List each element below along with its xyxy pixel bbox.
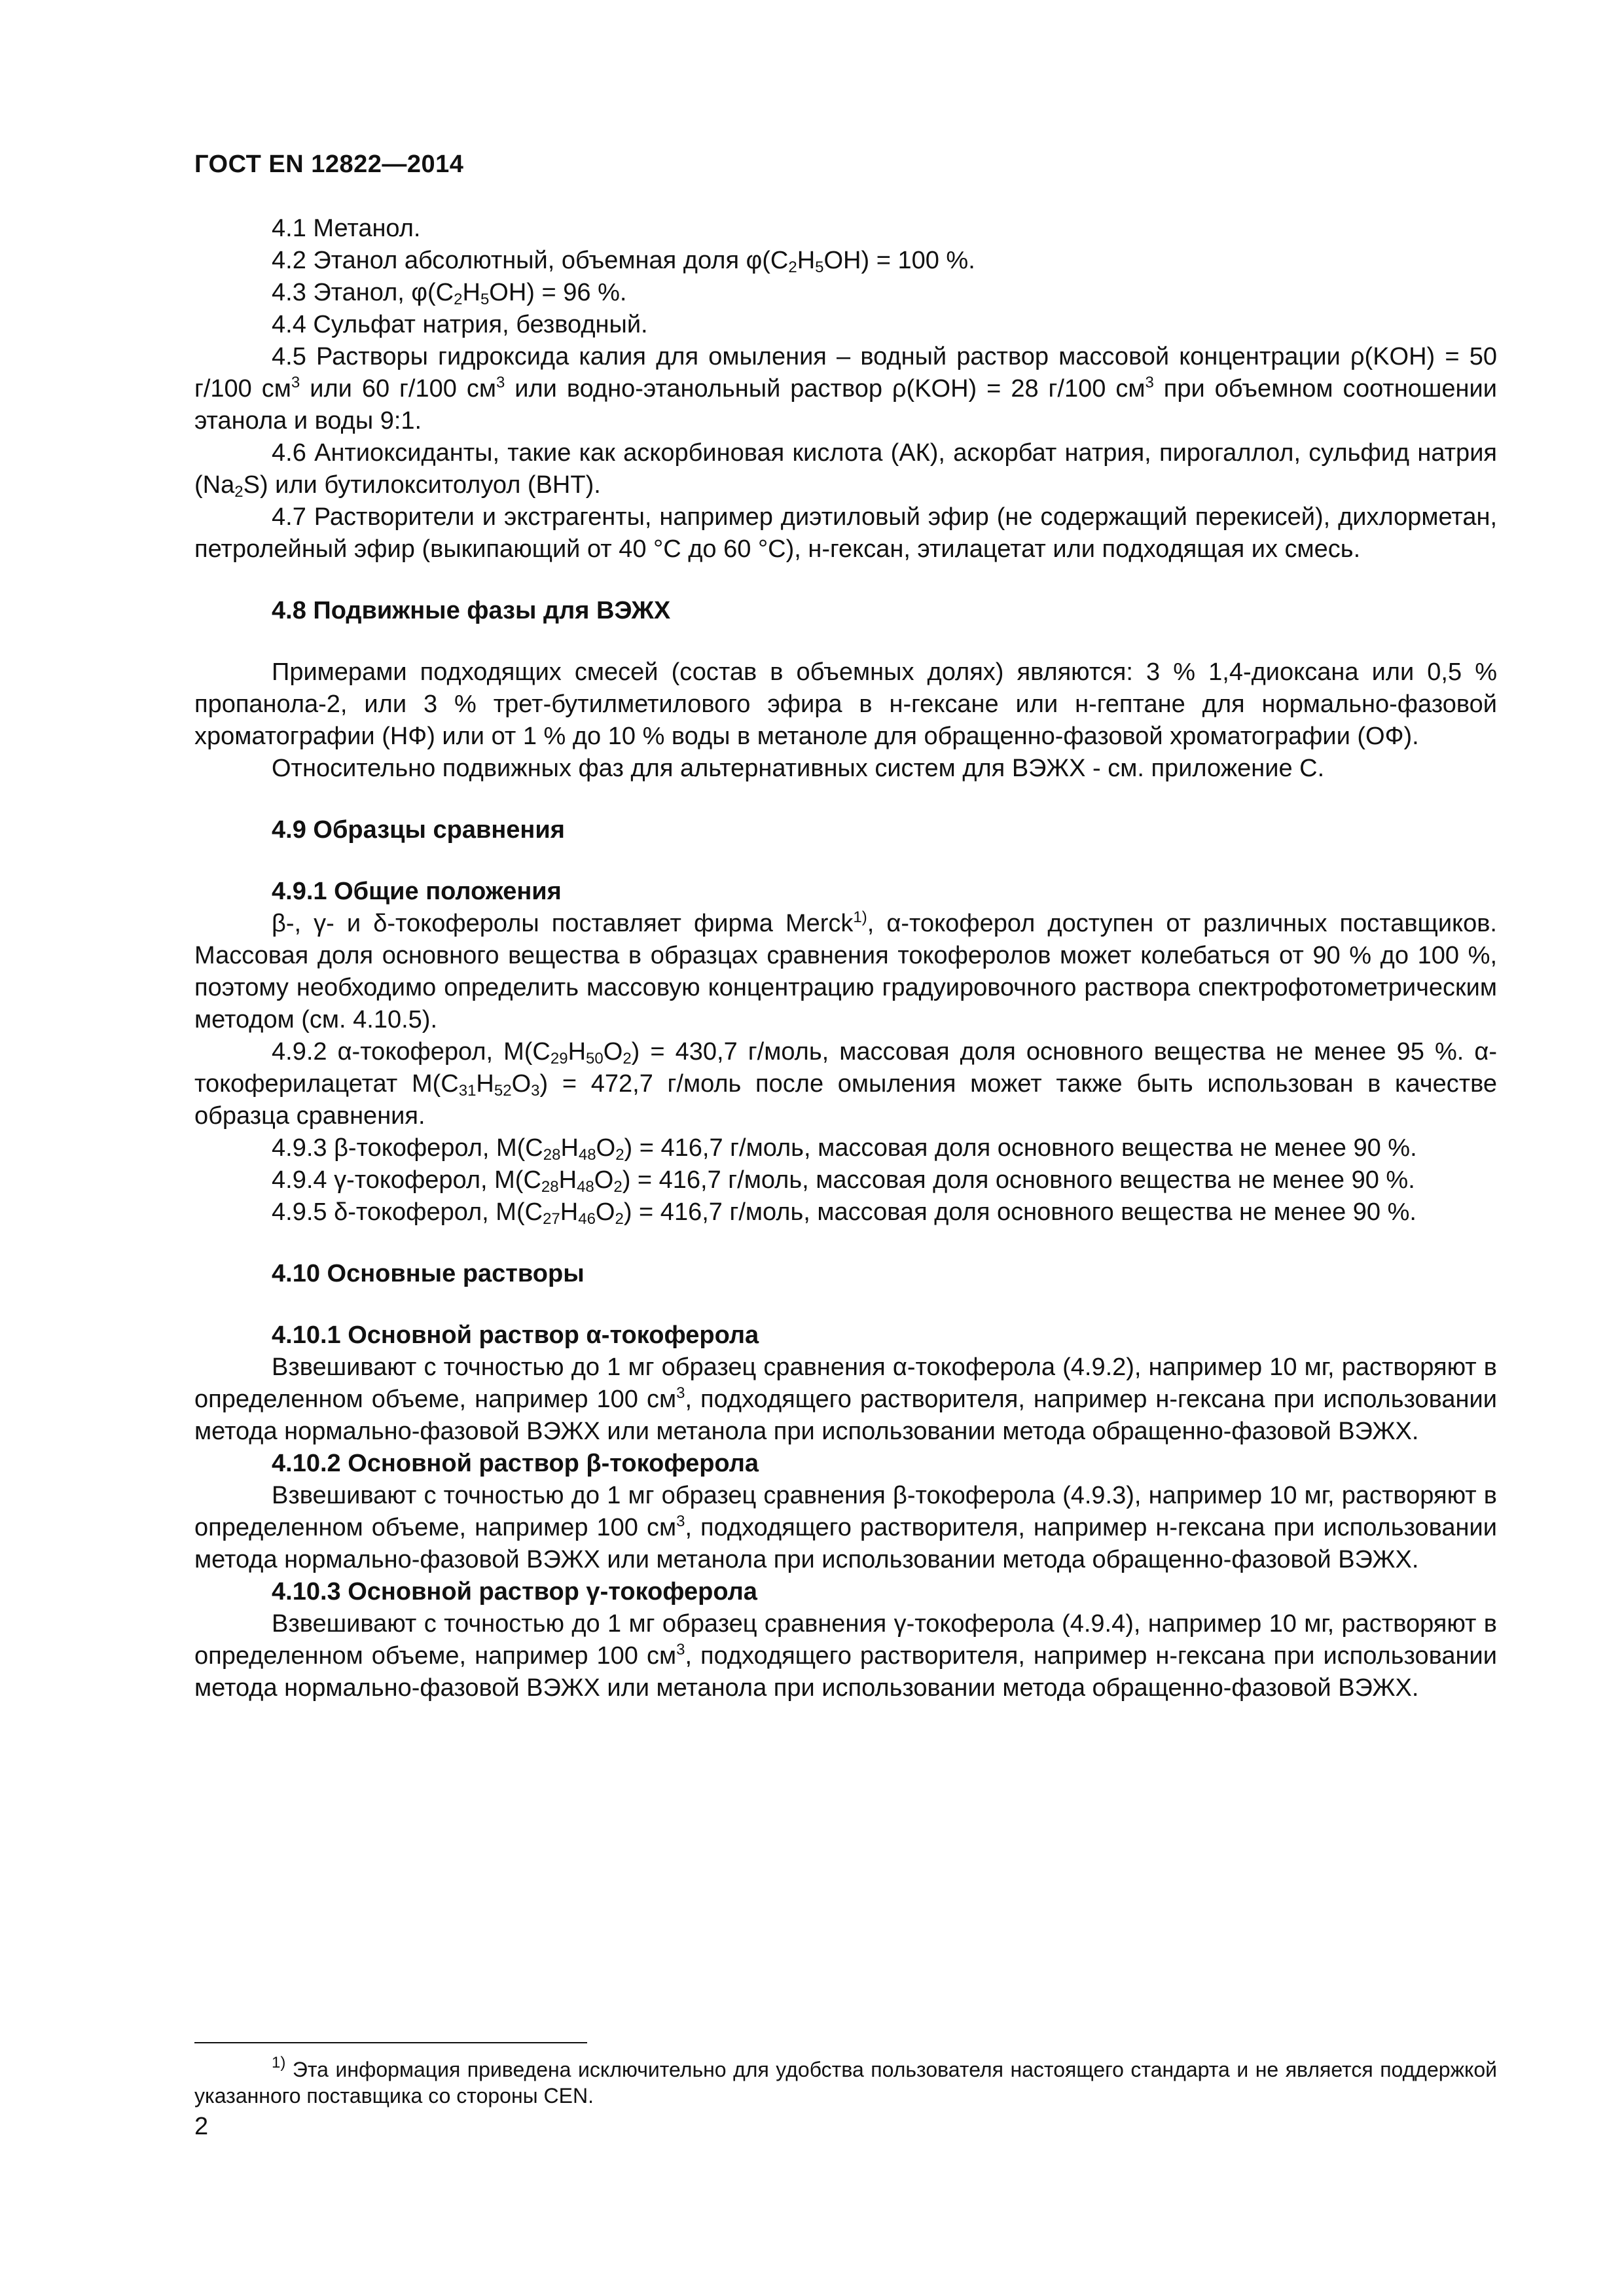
- item-4-4: 4.4 Сульфат натрия, безводный.: [272, 311, 648, 338]
- item-4-2: 4.2 Этанол абсолютный, объемная доля $\varphi(C_2H_5OH) = 100$ %.: [272, 247, 975, 276]
- heading-4-10-1: 4.10.1 Основной раствор α-токоферола: [272, 1321, 759, 1349]
- footnote-ref: 1): [853, 908, 867, 926]
- paragraph-4-10-2: Взвешивают с точностью до 1 мг образец сравнения β-токоферола (4.9.3), например 10 мг, растворяют в определенном объеме, например 100 $см^3$, подходящего растворителя, например н-гексана при использовании метода нормально-фазовой ВЭЖХ или метанола при использовании метода обращенно-фазовой ВЭЖХ.: [194, 1482, 1497, 1573]
- heading-4-9: 4.9 Образцы сравнения: [272, 816, 565, 844]
- item-4-5: 4.5 Растворы гидроксида калия для омыления – водный раствор массовой концентрации ρ(KOH) = 50 г/100 $см^3$ или 60 г/100 $см^3$ или водно-этанольный раствор ρ(KOH) = 28 г/100 $см^3$ при объемном соотношении этанола и воды 9:1.: [194, 343, 1497, 435]
- item-4-9-4: 4.9.4 γ-токоферол, $M(C_{28}H_{48}O_2) = 416,7$ г/моль, массовая доля основного вещества не менее 90 %.: [272, 1166, 1415, 1196]
- footnote: [194, 2056, 1497, 2109]
- item-4-3: 4.3 Этанол, $\varphi(C_2H_5OH) = 96$ %.: [272, 279, 627, 308]
- heading-4-10-3: 4.10.3 Основной раствор γ-токоферола: [272, 1578, 757, 1605]
- document-body: [194, 213, 1497, 1704]
- item-4-6: 4.6 Антиоксиданты, такие как аскорбиновая кислота (АК), аскорбат натрия, пирогаллол, сульфид натрия $(Na_2S)$ или бутилокситолуол (ВНТ).: [194, 439, 1497, 501]
- item-4-9-5: 4.9.5 δ-токоферол, $M(C_{27}H_{46}O_2) = 416,7$ г/моль, массовая доля основного вещества не менее 90 %.: [272, 1198, 1416, 1228]
- item-4-9-3: 4.9.3 β-токоферол, $M(C_{28}H_{48}O_2) = 416,7$ г/моль, массовая доля основного вещества не менее 90 %.: [272, 1134, 1417, 1164]
- footnote-text: Эта информация приведена исключительно для удобства пользователя настоящего стандарта и не является поддержкой указанного поставщика со стороны CEN.: [194, 2058, 1497, 2108]
- heading-4-9-1: 4.9.1 Общие положения: [272, 878, 562, 905]
- paragraph-4-8-b: Относительно подвижных фаз для альтернативных систем для ВЭЖХ - см. приложение С.: [272, 755, 1325, 782]
- item-4-9-2: 4.9.2 α-токоферол, $M(C_{29}H_{50}O_2) = 430,7$ г/моль, массовая доля основного вещества не менее 95 %. α-токоферилацетат $M(C_{31}H_{52}O_3) = 472,7$ г/моль после омыления может также быть использован в качестве образца сравнения.: [194, 1038, 1498, 1130]
- document-header: ГОСТ EN 12822—2014: [194, 151, 464, 178]
- footnote-divider: [194, 2042, 587, 2043]
- paragraph-4-10-1: Взвешивают с точностью до 1 мг образец сравнения α-токоферола (4.9.2), например 10 мг, растворяют в определенном объеме, например 100 $см^3$, подходящего растворителя, например н-гексана при использовании метода нормально-фазовой ВЭЖХ или метанола при использовании метода обращенно-фазовой ВЭЖХ.: [194, 1354, 1497, 1445]
- item-4-1: 4.1 Метанол.: [272, 215, 421, 242]
- heading-4-8: 4.8 Подвижные фазы для ВЭЖХ: [272, 597, 671, 624]
- paragraph-4-10-3: Взвешивают с точностью до 1 мг образец сравнения γ-токоферола (4.9.4), например 10 мг, растворяют в определенном объеме, например 100 $см^3$, подходящего растворителя, например н-гексана при использовании метода нормально-фазовой ВЭЖХ или метанола при использовании метода обращенно-фазовой ВЭЖХ.: [194, 1610, 1497, 1702]
- heading-4-10: 4.10 Основные растворы: [272, 1260, 585, 1287]
- paragraph-4-9-1: β-, γ- и δ-токоферолы поставляет фирма Merck$^{1)}$, α-токоферол доступен от различных поставщиков. Массовая доля основного вещества в образцах сравнения токоферолов может колебаться от 90 % до 100 %, поэтому необходимо определить массовую концентрацию градуировочного раствора спектрофотометрическим методом (см. 4.10.5).: [194, 908, 1497, 1033]
- footnote-mark: 1): [272, 2054, 286, 2072]
- heading-4-10-2: 4.10.2 Основной раствор β-токоферола: [272, 1450, 759, 1477]
- item-4-7: 4.7 Растворители и экстрагенты, например диэтиловый эфир (не содержащий перекисей), дихлорметан, петролейный эфир (выкипающий от 40 °С до 60 °С), н-гексан, этилацетат или подходящая их смесь.: [194, 503, 1497, 563]
- paragraph-4-8-a: Примерами подходящих смесей (состав в объемных долях) являются: 3 % 1,4-диоксана или 0,5 % пропанола-2, или 3 % трет-бутилметилового эфира в н-гексане или н-гептане для нормально-фазовой хроматографии (НФ) или от 1 % до 10 % воды в метаноле для обращенно-фазовой хроматографии (ОФ).: [194, 658, 1497, 750]
- page-number: 2: [194, 2113, 209, 2140]
